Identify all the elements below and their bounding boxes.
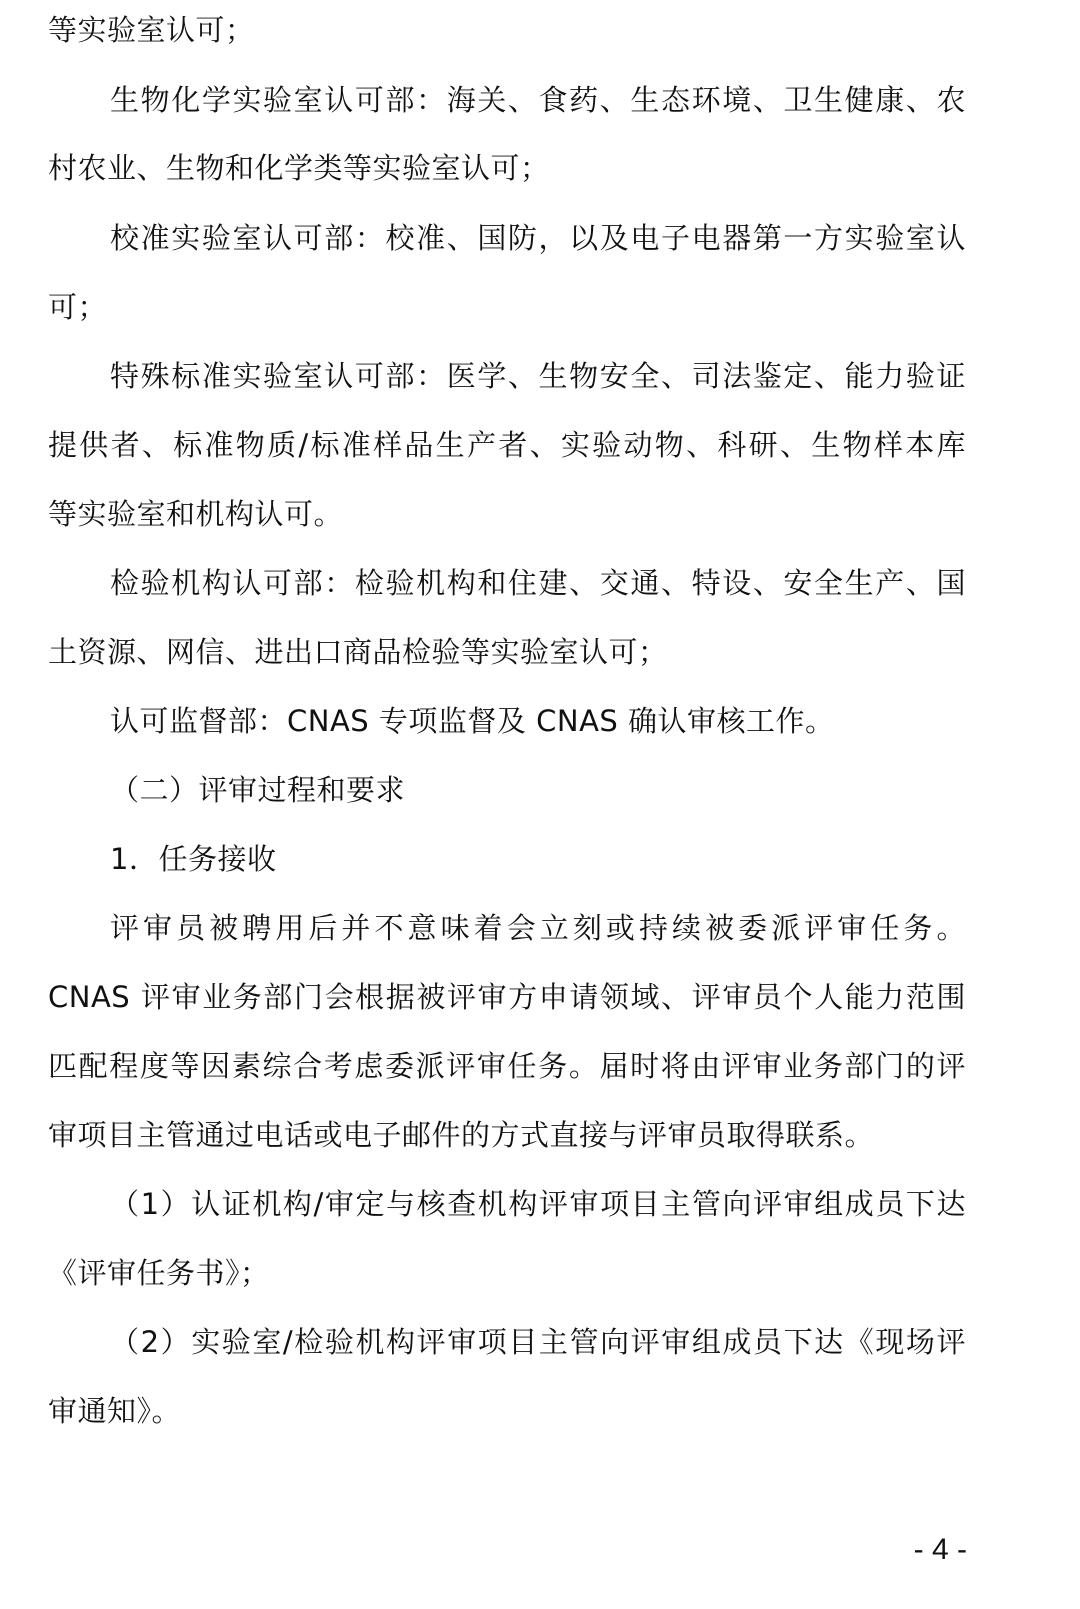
section-heading: （二）评审过程和要求 [110, 773, 406, 807]
paragraph-line: 生物化学实验室认可部：海关、食药、生态环境、卫生健康、农 [110, 83, 966, 117]
subsection-heading: 1．任务接收 [110, 842, 277, 876]
paragraph-line: 可； [48, 290, 108, 324]
paragraph-line: 等实验室认可； [48, 13, 255, 47]
list-item-line: （1）认证机构/审定与核查机构评审项目主管向评审组成员下达 [110, 1187, 966, 1221]
list-item-line: （2）实验室/检验机构评审项目主管向评审组成员下达《现场评 [110, 1325, 966, 1359]
list-item-line: 《评审任务书》； [48, 1256, 270, 1290]
paragraph-line: 校准实验室认可部：校准、国防，以及电子电器第一方实验室认 [110, 221, 966, 255]
paragraph-line: 村农业、生物和化学类等实验室认可； [48, 151, 550, 185]
paragraph-line: 认可监督部：CNAS 专项监督及 CNAS 确认审核工作。 [110, 704, 835, 738]
paragraph-line: 评审员被聘用后并不意味着会立刻或持续被委派评审任务。 [110, 911, 966, 945]
paragraph-line: 审项目主管通过电话或电子邮件的方式直接与评审员取得联系。 [48, 1118, 875, 1152]
paragraph-line: 检验机构认可部：检验机构和住建、交通、特设、安全生产、国 [110, 566, 966, 600]
paragraph-line: 匹配程度等因素综合考虑委派评审任务。届时将由评审业务部门的评 [48, 1049, 966, 1083]
list-item-line: 审通知》。 [48, 1394, 182, 1428]
paragraph-line: 土资源、网信、进出口商品检验等实验室认可； [48, 635, 668, 669]
paragraph-line: CNAS 评审业务部门会根据被评审方申请领域、评审员个人能力范围 [48, 980, 966, 1014]
paragraph-line: 提供者、标准物质/标准样品生产者、实验动物、科研、生物样本库 [48, 428, 966, 462]
paragraph-line: 等实验室和机构认可。 [48, 497, 344, 531]
paragraph-line: 特殊标准实验室认可部：医学、生物安全、司法鉴定、能力验证 [110, 359, 966, 393]
page-number: - 4 - [913, 1533, 967, 1566]
